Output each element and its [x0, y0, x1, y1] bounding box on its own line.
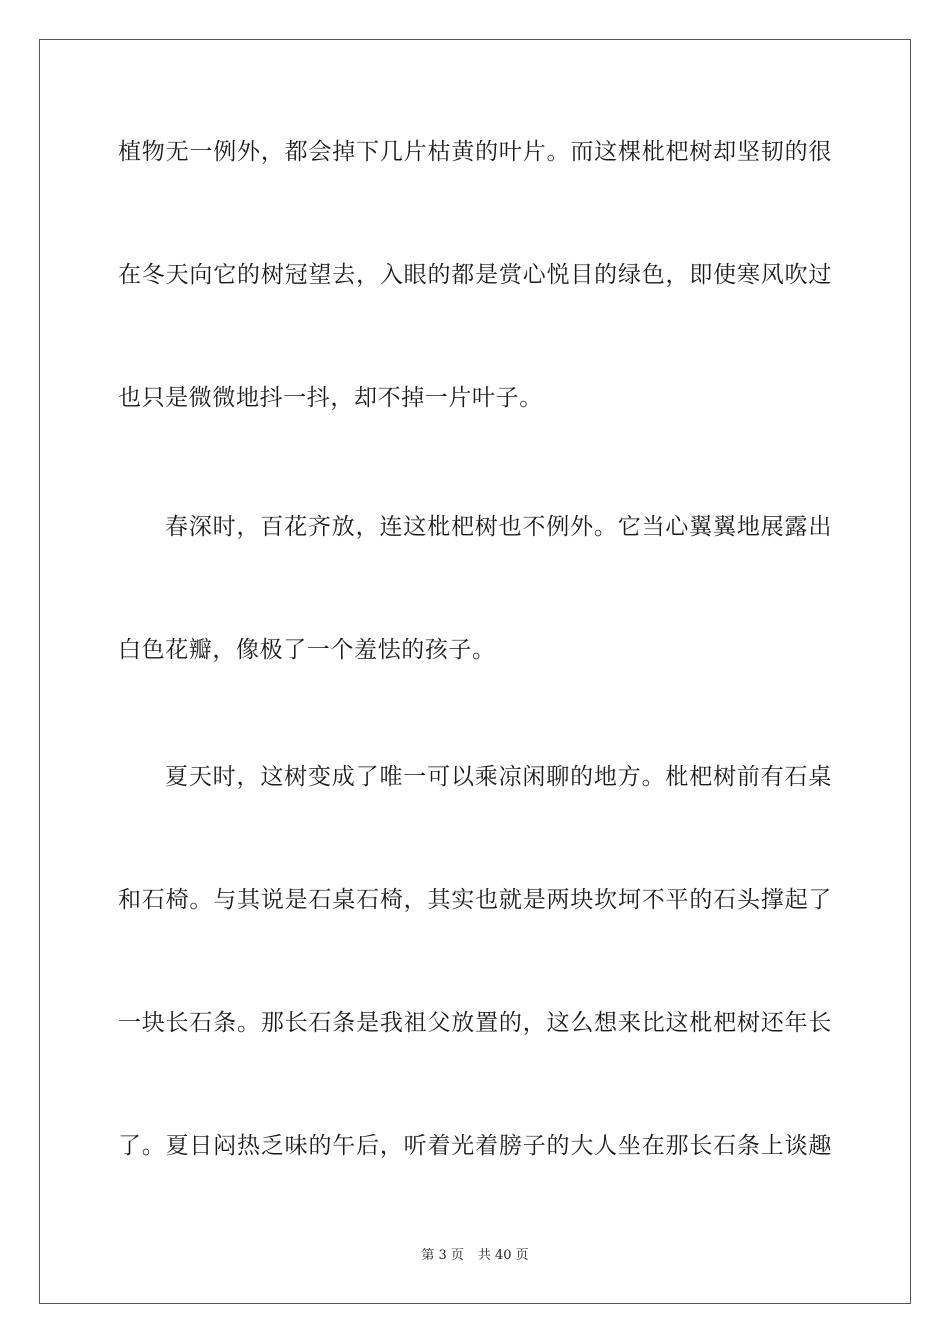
page-border [39, 39, 911, 1304]
paragraph-line-4: 春深时，百花齐放，连这枇杷树也不例外。它当心翼翼地展露出 [165, 514, 832, 540]
paragraph-line-1: 植物无一例外，都会掉下几片枯黄的叶片。而这棵枇杷树却坚韧的很 [118, 139, 832, 165]
paragraph-line-7: 和石椅。与其说是石桌石椅，其实也就是两块坎坷不平的石头撑起了 [118, 887, 832, 913]
page-number: 第 3 页 [421, 1248, 464, 1263]
paragraph-line-9: 了。夏日闷热乏味的午后，听着光着膀子的大人坐在那长石条上谈趣 [118, 1133, 832, 1159]
paragraph-line-8: 一块长石条。那长石条是我祖父放置的，这么想来比这枇杷树还年长 [118, 1010, 832, 1036]
page-total: 共 40 页 [477, 1248, 529, 1263]
paragraph-line-6: 夏天时，这树变成了唯一可以乘凉闲聊的地方。枇杷树前有石桌 [165, 764, 832, 790]
paragraph-line-3: 也只是微微地抖一抖，却不掉一片叶子。 [118, 385, 543, 411]
page-footer [0, 1247, 950, 1265]
paragraph-line-2: 在冬天向它的树冠望去，入眼的都是赏心悦目的绿色，即使寒风吹过 [118, 262, 832, 288]
paragraph-line-5: 白色花瓣，像极了一个羞怯的孩子。 [118, 637, 496, 663]
